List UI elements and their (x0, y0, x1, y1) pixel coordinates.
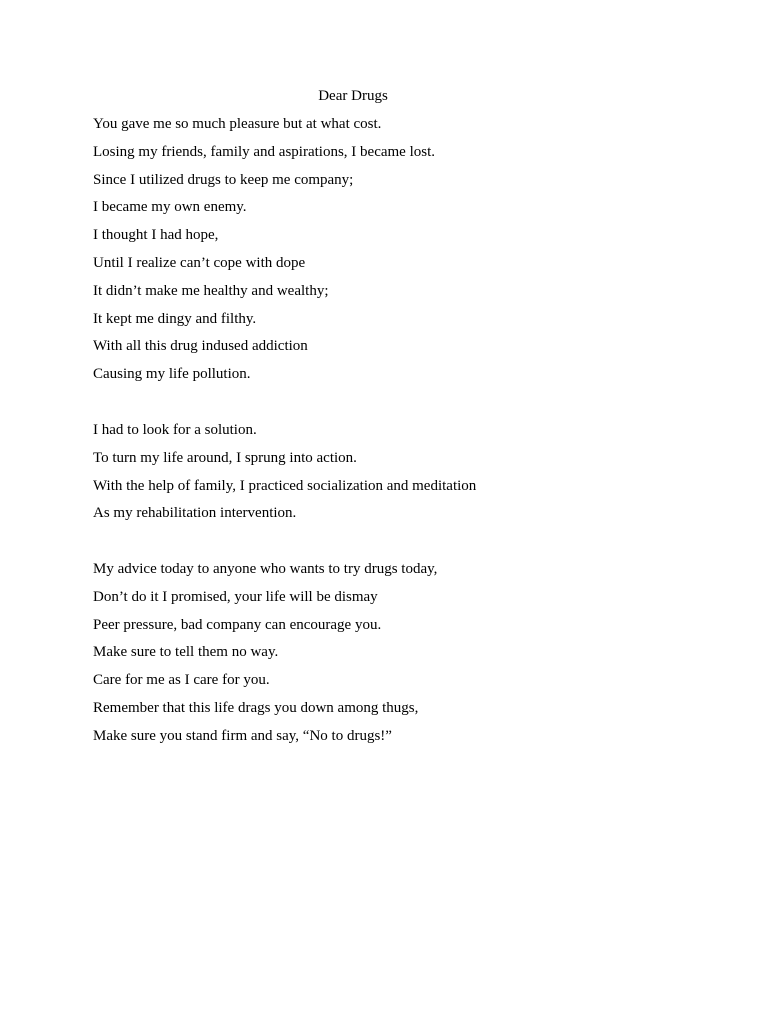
poem-line: To turn my life around, I sprung into action. (93, 449, 357, 466)
poem-line: Care for me as I care for you. (93, 672, 270, 689)
poem-line: Make sure to tell them no way. (93, 644, 279, 661)
stanza-2 (93, 420, 476, 531)
poem-line: It didn’t make me healthy and wealthy; (93, 282, 329, 299)
poem-line: I thought I had hope, (93, 227, 219, 244)
poem-title: Dear Drugs (318, 88, 388, 104)
poem-line: You gave me so much pleasure but at what cost. (93, 116, 382, 132)
poem-line: Until I realize can’t cope with dope (93, 254, 306, 271)
poem-line: I had to look for a solution. (93, 422, 257, 438)
poem-line: Since I utilized drugs to keep me company; (93, 171, 354, 188)
poem-line: I became my own enemy. (93, 199, 247, 216)
poem-line: Peer pressure, bad company can encourage you. (93, 616, 382, 633)
poem-line: Losing my friends, family and aspirations, I became lost. (93, 143, 436, 160)
poem-line: As my rehabilitation intervention. (93, 505, 297, 522)
poem-line: Don’t do it I promised, your life will be dismay (93, 588, 378, 605)
poem-line: Causing my life pollution. (93, 366, 251, 383)
stanza-3 (93, 559, 437, 754)
poem-line: With all this drug indused addiction (93, 338, 308, 355)
poem-line: My advice today to anyone who wants to try drugs today, (93, 561, 438, 577)
poem-line: With the help of family, I practiced socialization and meditation (93, 477, 477, 494)
poem-line: Make sure you stand firm and say, “No to drugs!” (93, 727, 392, 744)
poem-line: It kept me dingy and filthy. (93, 310, 257, 327)
stanza-1 (93, 114, 435, 392)
poem-line: Remember that this life drags you down among thugs, (93, 699, 419, 716)
